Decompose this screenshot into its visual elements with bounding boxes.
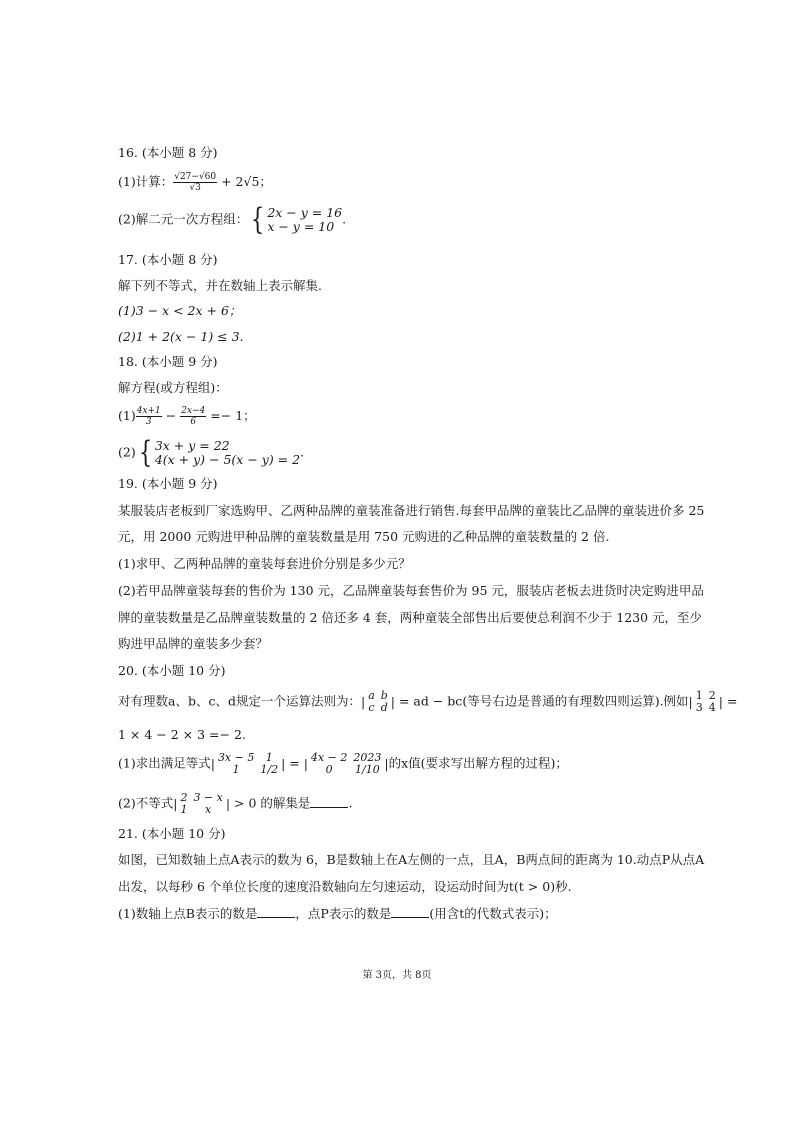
matrix-cell: 2 xyxy=(708,689,716,702)
matrix-cell: 0 xyxy=(325,763,333,776)
matrix-cell: a xyxy=(368,689,375,702)
q20-p2-end: . xyxy=(348,795,353,811)
q16-eq1: 2x − y = 16 xyxy=(267,205,343,220)
q21-p1-c: (用含t的代数式表示)； xyxy=(429,906,557,921)
matrix-cell: 3x − 5 xyxy=(217,751,255,764)
answer-blank[interactable] xyxy=(391,906,429,918)
q19-part2-line2: 牌的童装数量是乙品牌童装数量的 2 倍还多 4 套，两种童装全部售出后要使总利润不少于 1230 元，至少 xyxy=(118,610,703,625)
q18-fraction-2 xyxy=(180,406,206,427)
matrix-cell: 3 xyxy=(695,701,703,714)
q18-p2-end: . xyxy=(300,444,305,460)
q17-part1: (1)3 − x < 2x + 6； xyxy=(118,303,242,318)
answer-blank[interactable] xyxy=(310,796,348,808)
q18-f2-num: 2x−4 xyxy=(181,406,206,416)
q19-part2-line3: 购进甲品牌的童装多少套？ xyxy=(118,636,269,651)
matrix-cell: d xyxy=(380,701,388,714)
q18-intro: 解方程(或方程组)： xyxy=(118,380,228,395)
q20-def-pre: 对有理数a、b、c、d规定一个运算法则为： xyxy=(118,693,361,709)
q16-p2-label: (2)解二元一次方程组： xyxy=(118,211,249,227)
matrix-cell: 1 xyxy=(180,803,188,816)
brace-icon: { xyxy=(138,435,152,470)
q21-line2: 出发，以每秒 6 个单位长度的速度沿数轴向左匀速运动，设运动时间为t(t > 0)秒. xyxy=(118,879,572,894)
matrix-cell: 4x − 2 xyxy=(310,751,348,764)
q21-header: 21. (本小题 10 分) xyxy=(118,826,226,841)
q21-line1: 如图，已知数轴上点A表示的数为 6，B是数轴上在A左侧的一点，且A，B两点间的距离为 10.动点P从点A xyxy=(118,852,705,867)
q18-part1 xyxy=(118,406,256,427)
q16-p1-fraction xyxy=(173,172,217,193)
q20-p1-matrix-right xyxy=(308,752,384,776)
q20-p2-label: (2)不等式 xyxy=(118,795,174,811)
q20-example-post: = xyxy=(722,693,738,709)
q16-part2 xyxy=(118,202,347,237)
q18-f1-den: 3 xyxy=(145,417,152,427)
q17-intro: 解下列不等式，并在数轴上表示解集. xyxy=(118,278,322,293)
matrix-cell: 1 xyxy=(695,689,703,702)
q16-header: 16. (本小题 8 分) xyxy=(118,145,218,160)
matrix-cell: 2023 xyxy=(353,751,382,764)
q21-part1 xyxy=(118,906,557,922)
matrix-cell: b xyxy=(380,689,388,702)
q20-p1-label: (1)求出满足等式 xyxy=(118,755,211,771)
brace-icon: { xyxy=(251,202,265,237)
q18-fraction-1 xyxy=(136,406,162,427)
q16-p1-den: √3 xyxy=(189,183,201,193)
q18-p2-label: (2) xyxy=(118,444,136,460)
q16-eq2: x − y = 10 xyxy=(267,219,335,234)
q18-eq2: 4(x + y) − 5(x − y) = 2 xyxy=(154,452,301,467)
q19-line2: 元，用 2000 元购进甲种品牌的童装数量是用 750 元购进的乙种品牌的童装数量的 2 倍. xyxy=(118,529,610,544)
q18-header: 18. (本小题 9 分) xyxy=(118,354,218,369)
q16-system xyxy=(267,206,342,234)
q18-eq1: 3x + y = 22 xyxy=(154,438,230,453)
matrix-cell: 1/2 xyxy=(260,763,279,776)
q19-part2-line1: (2)若甲品牌童装每套的售价为 130 元，乙品牌童装每套售价为 95 元，服装店老板去进货时决定购进甲品 xyxy=(118,583,704,598)
q18-part2 xyxy=(118,435,305,470)
answer-blank[interactable] xyxy=(257,906,295,918)
q17-header: 17. (本小题 8 分) xyxy=(118,252,218,267)
matrix-cell: x xyxy=(205,803,212,816)
q18-f1-num: 4x+1 xyxy=(136,406,161,416)
q20-p1-eq: = xyxy=(285,755,304,771)
q21-p1-a: (1)数轴上点B表示的数是 xyxy=(118,906,258,921)
q20-def-matrix xyxy=(365,690,391,714)
matrix-cell: 2 xyxy=(180,791,188,804)
q20-definition: 对有理数a、b、c、d规定一个运算法则为：| a b c d | = ad − bc(等号右边是普通的有理数四则运算).例如| 1 2 3 4 | = xyxy=(118,689,738,714)
q20-part1: (1)求出满足等式| 3x − 5 1 1 1/2 | = | 4x − 2 2023 0 1/10 |的x值(要求写出解方程的过程)； xyxy=(118,751,568,776)
matrix-cell: 3 − x xyxy=(193,791,223,804)
matrix-cell: 4 xyxy=(708,701,716,714)
q18-minus: − xyxy=(161,408,181,423)
q19-line1: 某服装店老板到厂家选购甲、乙两种品牌的童装准备进行销售.每套甲品牌的童装比乙品牌的童装进价多 25 xyxy=(118,503,705,518)
q20-p2-matrix xyxy=(177,792,225,816)
q16-p1-num: √27−√60 xyxy=(174,172,217,182)
q16-part1 xyxy=(118,172,272,193)
q20-example-matrix xyxy=(693,690,719,714)
q16-p2-end: . xyxy=(342,211,347,227)
matrix-cell: 1 xyxy=(265,751,273,764)
q16-p1-rest: + 2√5； xyxy=(217,174,272,189)
matrix-cell: 1/10 xyxy=(354,763,380,776)
q21-p1-b: ，点P表示的数是 xyxy=(295,906,392,921)
q19-part1: (1)求甲、乙两种品牌的童装每套进价分别是多少元？ xyxy=(118,556,411,571)
q18-p1-label: (1) xyxy=(118,408,136,423)
q20-p1-matrix-left xyxy=(215,752,281,776)
q18-f2-den: 6 xyxy=(190,417,197,427)
matrix-cell: 1 xyxy=(232,763,240,776)
q20-part2: (2)不等式| 2 3 − x 1 x | > 0 的解集是 . xyxy=(118,791,353,816)
q18-system xyxy=(155,439,300,467)
q20-def-post: = ad − bc(等号右边是普通的有理数四则运算).例如 xyxy=(395,693,689,709)
matrix-cell: c xyxy=(368,701,375,714)
q20-p2-post: > 0 的解集是 xyxy=(230,795,311,811)
q16-p1-label: (1)计算： xyxy=(118,174,174,189)
page-footer: 第 3页，共 8页 xyxy=(362,970,432,981)
q17-part2: (2)1 + 2(x − 1) ≤ 3. xyxy=(118,329,244,344)
q19-header: 19. (本小题 9 分) xyxy=(118,476,218,491)
q20-example-line2: 1 × 4 − 2 × 3 =− 2. xyxy=(118,727,246,742)
q20-header: 20. (本小题 10 分) xyxy=(118,663,226,678)
q20-p1-post: 的x值(要求写出解方程的过程)； xyxy=(388,755,568,771)
q18-p1-rest: =− 1； xyxy=(206,408,256,423)
